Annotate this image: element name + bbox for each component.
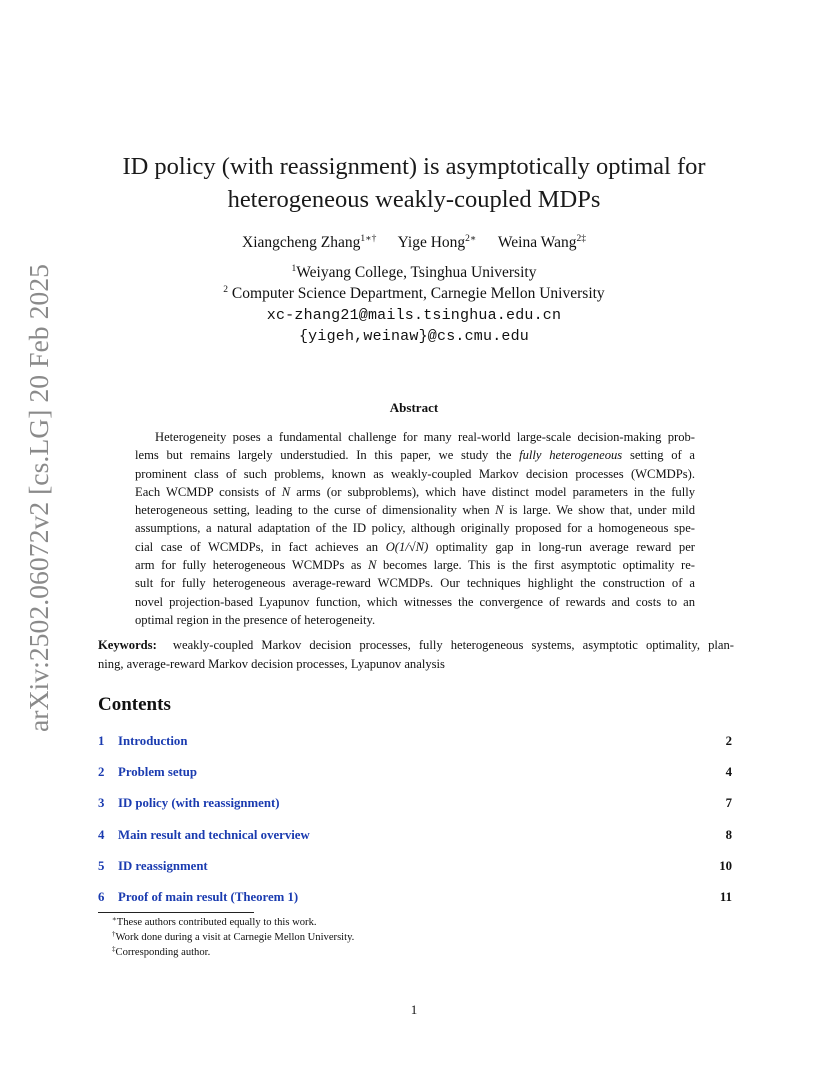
toc-number: 1 bbox=[98, 734, 105, 748]
math-var-n: N bbox=[281, 484, 291, 499]
abstract-line: Each WCMDP consists of N arms (or subproblems), which have distinct model parameters in the fully bbox=[135, 484, 696, 499]
toc-link[interactable]: Proof of main result (Theorem 1) bbox=[118, 890, 299, 904]
abstract-line: arm for fully heterogeneous WCMDPs as N becomes large. This is the first asymptotic optimality re- bbox=[135, 558, 695, 573]
email-address[interactable]: {yigeh,weinaw}@cs.cmu.edu bbox=[298, 328, 530, 345]
footnote-text: Corresponding author. bbox=[115, 947, 211, 958]
toc-link[interactable]: ID reassignment bbox=[118, 859, 208, 873]
arxiv-stamp-text: arXiv:2502.06072v2 [cs.LG] 20 Feb 2025 bbox=[23, 267, 54, 732]
author-marks: 2‡ bbox=[576, 234, 586, 244]
abstract-line: novel projection-based Lyapunov function, which witnesses the convergence of rewards and costs to an bbox=[135, 594, 695, 609]
toc-number: 6 bbox=[98, 890, 105, 904]
toc-page: 2 bbox=[725, 734, 732, 748]
affiliation-mark: 2 bbox=[223, 285, 229, 295]
toc-page: 8 bbox=[725, 828, 732, 842]
keywords bbox=[98, 636, 734, 673]
author-list bbox=[100, 234, 728, 252]
toc-entry-proof[interactable] bbox=[98, 890, 732, 908]
footnote-mark: ‡ bbox=[112, 945, 116, 953]
paper-title bbox=[100, 150, 728, 216]
footnote bbox=[112, 947, 210, 958]
affiliation bbox=[100, 285, 728, 303]
footnote-mark: ∗ bbox=[112, 915, 117, 923]
page-number: 1 bbox=[410, 1002, 418, 1017]
abstract-line: assumptions, a natural adaptation of the ID policy, although originally proposed for a homogeneous spe- bbox=[135, 521, 695, 536]
footnote-text: These authors contributed equally to this work. bbox=[116, 917, 317, 928]
abstract-line: cial case of WCMDPs, in fact achieves an O(1/√N) optimality gap in long-run average reward per bbox=[135, 539, 695, 554]
toc-entry-id-reassignment[interactable] bbox=[98, 859, 732, 877]
math-var-n: N bbox=[495, 503, 504, 518]
abstract-line: prominent class of such problems, known as weakly-coupled Markov decision processes (WCMDPs). bbox=[135, 466, 695, 481]
keywords-text: weakly-coupled Markov decision processes, fully heterogeneous systems, asymptotic optimality, plan- bbox=[172, 638, 734, 652]
toc-entry-main-result[interactable] bbox=[98, 828, 732, 846]
affiliation-mark: 1 bbox=[291, 264, 297, 274]
abstract-emphasis: fully heterogeneous bbox=[519, 448, 623, 463]
toc-link[interactable]: Main result and technical overview bbox=[118, 828, 310, 842]
toc-number: 2 bbox=[98, 765, 105, 779]
math-gap: O(1/√N) bbox=[385, 539, 429, 554]
footnote-divider bbox=[98, 912, 254, 913]
author-name: Weina Wang bbox=[497, 234, 577, 251]
toc-number: 4 bbox=[98, 828, 105, 842]
toc-number: 3 bbox=[98, 796, 105, 810]
toc-link[interactable]: ID policy (with reassignment) bbox=[118, 796, 280, 810]
toc-number: 5 bbox=[98, 859, 105, 873]
affiliation-text: Computer Science Department, Carnegie Mellon University bbox=[228, 285, 605, 302]
toc-page: 10 bbox=[719, 859, 732, 873]
toc-entry-introduction[interactable] bbox=[98, 734, 732, 752]
footnote-mark: † bbox=[112, 930, 116, 938]
author-name: Xiangcheng Zhang bbox=[242, 234, 361, 251]
abstract-line: Heterogeneity poses a fundamental challenge for many real-world large-scale decision-making prob- bbox=[155, 430, 695, 444]
footnote bbox=[112, 932, 354, 943]
abstract-line: heterogeneous setting, leading to the curse of dimensionality when N is large. We show that, under mild bbox=[135, 503, 696, 518]
math-var-n: N bbox=[368, 558, 377, 573]
author-marks: 1∗† bbox=[360, 234, 377, 244]
abstract-line: optimal region in the presence of heterogeneity. bbox=[135, 612, 376, 627]
toc-link[interactable]: Problem setup bbox=[118, 765, 198, 779]
footnote-text: Work done during a visit at Carnegie Mellon University. bbox=[115, 932, 355, 943]
abstract-line: sult for fully heterogeneous average-reward WCMDPs. Our techniques highlight the construction of a bbox=[135, 576, 695, 591]
abstract-heading: Abstract bbox=[389, 400, 439, 415]
affiliation bbox=[100, 264, 728, 282]
keywords-label: Keywords: bbox=[98, 638, 157, 652]
author-marks: 2∗ bbox=[465, 234, 477, 244]
toc-page: 4 bbox=[725, 765, 732, 779]
contents-heading: Contents bbox=[98, 694, 171, 715]
abstract-body bbox=[135, 428, 695, 629]
author-name: Yige Hong bbox=[397, 234, 466, 251]
toc-entry-problem-setup[interactable] bbox=[98, 765, 732, 783]
affiliation-text: Weiyang College, Tsinghua University bbox=[296, 264, 537, 281]
email-address[interactable]: xc-zhang21@mails.tsinghua.edu.cn bbox=[266, 307, 562, 324]
arxiv-stamp bbox=[18, 262, 58, 732]
toc-page: 7 bbox=[725, 796, 732, 810]
title-line-1: ID policy (with reassignment) is asymptotically optimal for bbox=[122, 153, 706, 180]
toc-page: 11 bbox=[719, 890, 732, 904]
toc-entry-id-policy[interactable] bbox=[98, 796, 732, 814]
toc-link[interactable]: Introduction bbox=[118, 734, 188, 748]
keywords-text: ning, average-reward Markov decision processes, Lyapunov analysis bbox=[98, 656, 445, 671]
footnote bbox=[112, 917, 317, 928]
title-line-2: heterogeneous weakly-coupled MDPs bbox=[227, 186, 601, 213]
abstract-line: lems but remains largely understudied. In this paper, we study the fully heterogeneous setting of a bbox=[135, 448, 696, 463]
